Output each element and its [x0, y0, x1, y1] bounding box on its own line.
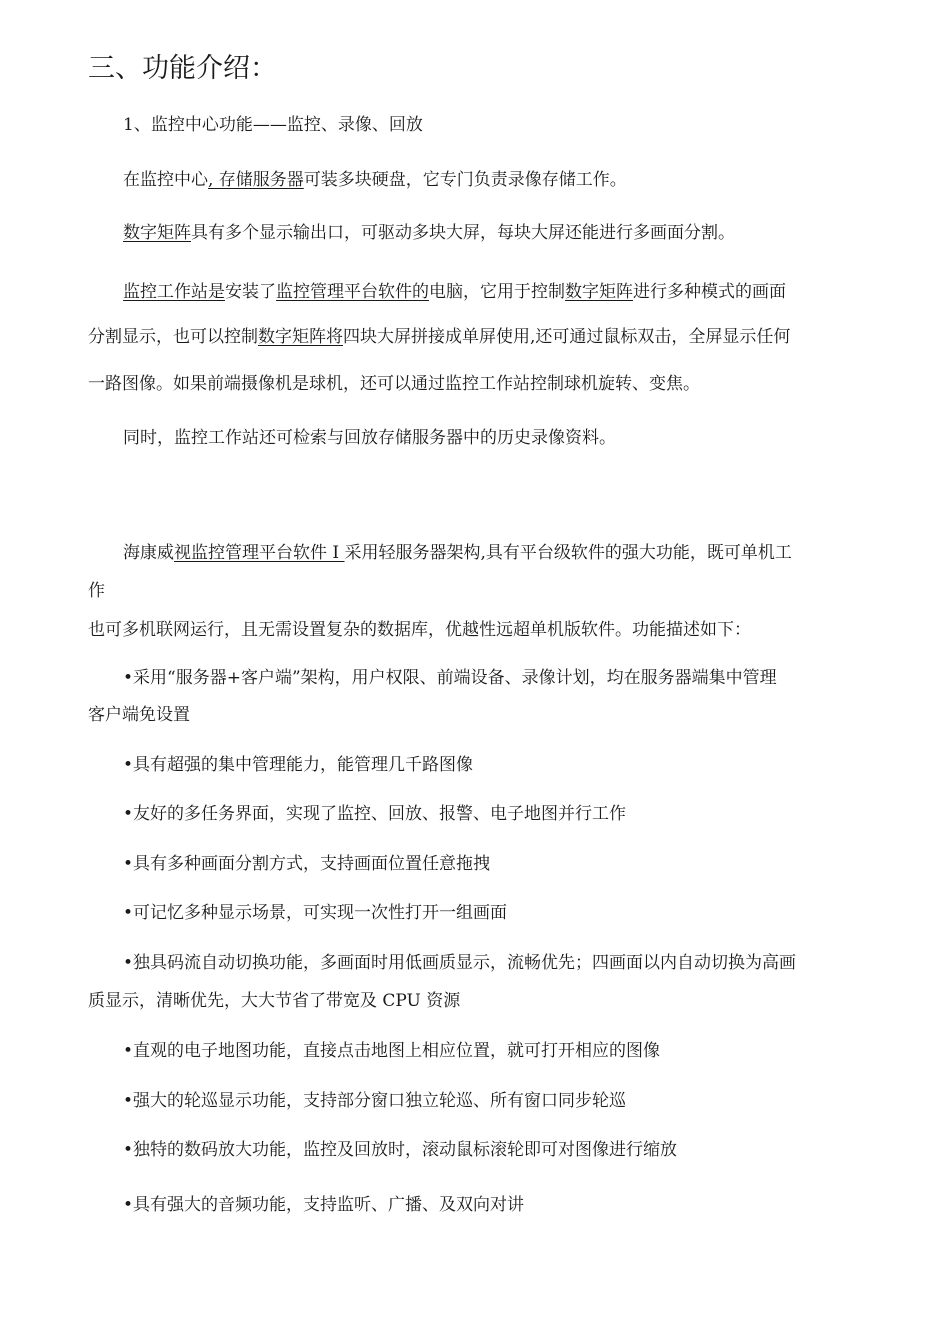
bullet-item: •具有强大的音频功能，支持监听、广播、及双向对讲: [123, 1195, 525, 1215]
link-software-name: 视监控管理平台软件 I: [174, 543, 345, 563]
bullet-item: •强大的轮巡显示功能，支持部分窗口独立轮巡、所有窗口同步轮巡: [123, 1091, 627, 1111]
paragraph-workstation-line-3: 一路图像。如果前端摄像机是球机，还可以通过监控工作站控制球机旋转、变焦。: [88, 374, 700, 394]
bullet-item-continuation: 质显示，清晰优先，大大节省了带宽及 CPU 资源: [88, 991, 461, 1011]
text-segment: 采用轻服务器架构,具有平台级软件的强大功能，既可单机工: [344, 543, 792, 563]
paragraph-software-line-1: [123, 542, 792, 564]
paragraph-workstation-line-2: [88, 326, 790, 348]
paragraph-workstation-line-1: [123, 281, 786, 303]
paragraph-software-line-2: 作: [88, 581, 105, 601]
text-segment: 分割显示，也可以控制: [88, 327, 258, 347]
paragraph-playback: 同时，监控工作站还可检索与回放存储服务器中的历史录像资料。: [123, 428, 616, 448]
bullet-item: •直观的电子地图功能，直接点击地图上相应位置，就可打开相应的图像: [123, 1041, 661, 1061]
text-segment: 在监控中心: [123, 170, 208, 190]
text-segment: 四块大屏拼接成单屏使用,还可通过鼠标双击，全屏显示任何: [343, 327, 791, 347]
bullet-item: •具有超强的集中管理能力，能管理几千路图像: [123, 755, 474, 775]
paragraph-storage: [123, 169, 627, 191]
link-workstation: 监控工作站是: [123, 282, 225, 302]
link-digital-matrix: 数字矩阵: [565, 282, 633, 302]
link-digital-matrix: 数字矩阵: [123, 223, 191, 243]
bullet-item: •采用“服务器+客户端”架构，用户权限、前端设备、录像计划，均在服务器端集中管理: [123, 668, 777, 688]
bullet-item: •独特的数码放大功能，监控及回放时，滚动鼠标滚轮即可对图像进行缩放: [123, 1140, 678, 1160]
paragraph-software-line-3: 也可多机联网运行，且无需设置复杂的数据库，优越性远超单机版软件。功能描述如下：: [88, 620, 751, 640]
link-platform-software: 监控管理平台软件的: [276, 282, 429, 302]
text-segment: 安装了: [225, 282, 276, 302]
page-title: 三、功能介绍：: [88, 53, 277, 84]
text-segment: 可装多块硬盘，它专门负责录像存储工作。: [303, 170, 627, 190]
bullet-item: •友好的多任务界面，实现了监控、回放、报警、电子地图并行工作: [123, 804, 627, 824]
link-storage-server: , 存储服务器: [208, 170, 304, 190]
bullet-item: •具有多种画面分割方式，支持画面位置任意拖拽: [123, 854, 491, 874]
bullet-item: •独具码流自动切换功能，多画面时用低画质显示，流畅优先；四画面以内自动切换为高画: [123, 953, 797, 973]
link-digital-matrix: 数字矩阵将: [258, 327, 343, 347]
subheading: 1、监控中心功能——监控、录像、回放: [123, 115, 423, 135]
text-segment: 具有多个显示输出口，可驱动多块大屏，每块大屏还能进行多画面分割。: [191, 223, 735, 243]
text-segment: 海康威: [123, 543, 174, 563]
text-segment: 电脑，它用于控制: [429, 282, 565, 302]
text-segment: 进行多种模式的画面: [633, 282, 786, 302]
bullet-item-continuation: 客户端免设置: [88, 705, 190, 725]
paragraph-matrix: [123, 222, 735, 244]
bullet-item: •可记忆多种显示场景，可实现一次性打开一组画面: [123, 903, 508, 923]
